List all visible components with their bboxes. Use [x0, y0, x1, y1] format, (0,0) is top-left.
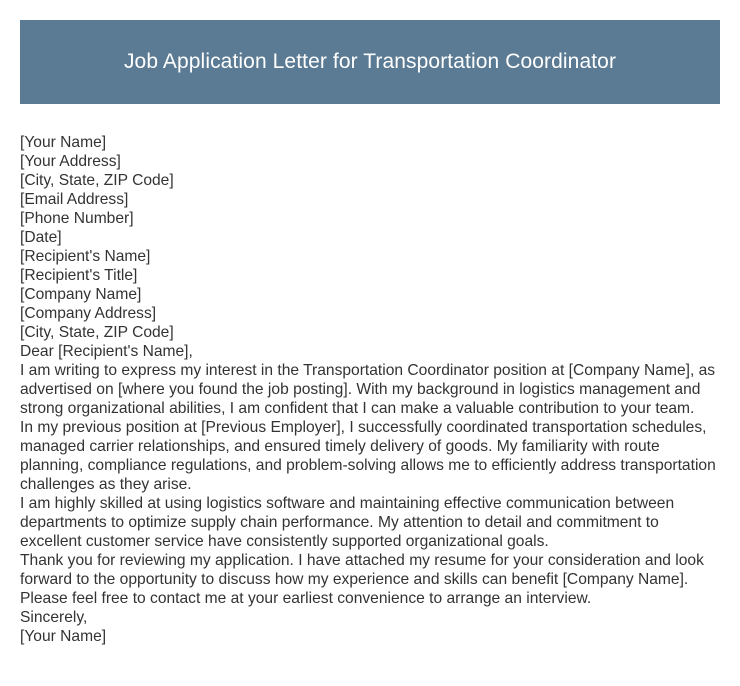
- sender-email: [Email Address]: [20, 191, 129, 208]
- salutation: Dear [Recipient's Name],: [20, 343, 193, 360]
- page-title: Job Application Letter for Transportation Coordinator: [123, 50, 617, 73]
- paragraph-intro: I am writing to express my interest in the Transportation Coordinator position at [Company Name], as advertised on [where you found the job posting]. With my background in logistics management and strong organizational abilities, I am confident that I can make a valuable contribution to your team.: [20, 362, 716, 417]
- recipient-city-state-zip: [City, State, ZIP Code]: [20, 324, 174, 341]
- closing: Sincerely,: [20, 609, 88, 626]
- paragraph-closing: Thank you for reviewing my application. I have attached my resume for your consideration and look forward to the opportunity to discuss how my experience and skills can benefit [Company Name]. Please feel free to contact me at your earliest convenience to arrange an interview.: [20, 552, 704, 607]
- recipient-name: [Recipient's Name]: [20, 248, 151, 265]
- letter-body: [20, 133, 722, 646]
- signature: [Your Name]: [20, 628, 107, 645]
- title-banner: [20, 20, 720, 104]
- recipient-address: [Company Address]: [20, 305, 157, 322]
- paragraph-experience: In my previous position at [Previous Employer], I successfully coordinated transportation schedules, managed carrier relationships, and ensured timely delivery of goods. My familiarity with route planning, compliance regulations, and problem-solving allows me to efficiently address transportation challenges as they arise.: [20, 419, 716, 493]
- sender-address: [Your Address]: [20, 153, 121, 170]
- sender-name: [Your Name]: [20, 134, 107, 151]
- letter-date: [Date]: [20, 229, 62, 246]
- paragraph-skills: I am highly skilled at using logistics software and maintaining effective communication between departments to optimize supply chain performance. My attention to detail and commitment to excellent customer service have consistently supported organizational goals.: [20, 495, 675, 550]
- recipient-company: [Company Name]: [20, 286, 142, 303]
- sender-phone: [Phone Number]: [20, 210, 134, 227]
- recipient-title: [Recipient's Title]: [20, 267, 138, 284]
- sender-city-state-zip: [City, State, ZIP Code]: [20, 172, 174, 189]
